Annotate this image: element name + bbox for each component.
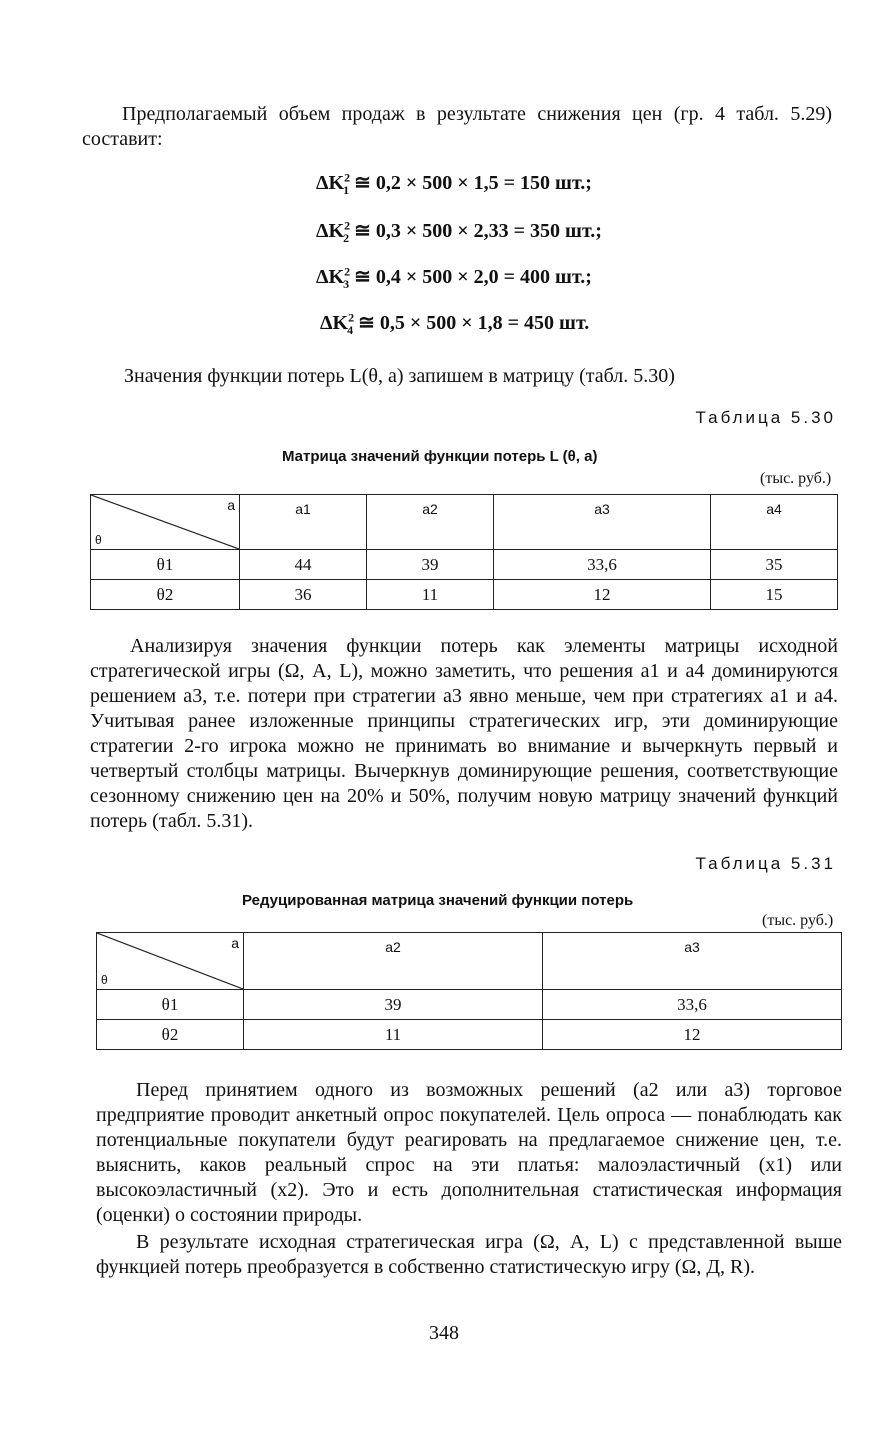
table1-title: Матрица значений функции потерь L (θ, a) [282, 448, 598, 465]
loss-intro: Значения функции потерь L(θ, a) запишем в матрицу (табл. 5.30) [124, 365, 675, 387]
result-paragraph: В результате исходная стратегическая игра (Ω, A, L) с представленной выше функцией потерь преобразуется в собственно статистическую игру (Ω, Д, R). [96, 1231, 842, 1278]
corner-theta: θ [101, 973, 108, 987]
table-cell: 33,6 [543, 990, 842, 1020]
formula-3: $\Delta K^2_3$ ≅ 0,4 × 500 × 2,0 = 400 шт.; [316, 264, 592, 291]
table-row [91, 550, 838, 580]
table-cell: 33,6 [494, 550, 711, 580]
table-cell: 12 [494, 580, 711, 610]
corner-a: a [231, 935, 239, 951]
table-cell: 11 [367, 580, 494, 610]
row-header: θ1 [91, 550, 240, 580]
row-header: θ2 [91, 580, 240, 610]
loss-matrix-table [90, 494, 838, 610]
row-header: θ2 [97, 1020, 244, 1050]
table-cell: 12 [543, 1020, 842, 1050]
table-row [97, 1020, 842, 1050]
table-cell: 39 [367, 550, 494, 580]
survey-paragraph: Перед принятием одного из возможных решений (a2 или a3) торговое предприятие проводит анкетный опрос покупателей. Цель опроса — понаблюдать как потенциальные покупатели будут реагировать на предлагаемое снижение цен, т.е. выяснить, каков реальный спрос на эти платья: малоэластичный (x1) или высокоэластичный (x2). Это и есть дополнительная статистическая информация (оценки) о состоянии природы. [96, 1079, 842, 1226]
table-cell: 39 [244, 990, 543, 1020]
formula-4: $\Delta K^2_4$ ≅ 0,5 × 500 × 1,8 = 450 шт. [320, 310, 590, 337]
col-header: a3 [543, 933, 842, 990]
table-cell: 11 [244, 1020, 543, 1050]
col-header: a2 [244, 933, 543, 990]
table2-title: Редуцированная матрица значений функции потерь [242, 892, 634, 909]
table2-units: (тыс. руб.) [762, 912, 834, 929]
reduced-matrix-table [96, 932, 842, 1050]
table-cell: 15 [710, 580, 837, 610]
corner-a: a [227, 497, 235, 513]
intro-paragraph: Предполагаемый объем продаж в результате снижения цен (гр. 4 табл. 5.29) составит: [82, 103, 832, 150]
row-header: θ1 [97, 990, 244, 1020]
col-header: a4 [710, 495, 837, 550]
corner-theta: θ [95, 533, 102, 547]
diagonal-line [91, 495, 239, 549]
table-cell: 35 [710, 550, 837, 580]
table-row [91, 580, 838, 610]
table-cell: 44 [240, 550, 367, 580]
col-header: a2 [367, 495, 494, 550]
table-cell: 36 [240, 580, 367, 610]
diagonal-line [97, 933, 243, 989]
col-header: a3 [494, 495, 711, 550]
table2-label: Таблица 5.31 [695, 854, 836, 873]
table-row [97, 990, 842, 1020]
table1-units: (тыс. руб.) [760, 470, 832, 487]
formula-1: $\Delta K^2_1$ ≅ 0,2 × 500 × 1,5 = 150 шт.; [316, 170, 592, 197]
col-header: a1 [240, 495, 367, 550]
formula-2: $\Delta K^2_2$ ≅ 0,3 × 500 × 2,33 = 350 шт.; [316, 218, 602, 245]
page-number: 348 [429, 1322, 459, 1344]
table1-label: Таблица 5.30 [695, 408, 836, 427]
analysis-paragraph: Анализируя значения функции потерь как элементы матрицы исходной стратегической игры (Ω, A, L), можно заметить, что решения a1 и a4 доминируются решением a3, т.е. потери при стратегии a3 явно меньше, чем при стратегиях a1 и a4. Учитывая ранее изложенные принципы стратегических игр, эти доминирующие стратегии 2-го игрока можно не принимать во внимание и вычеркнуть первый и четвертый столбцы матрицы. Вычеркнув доминирующие решения, соответствующие сезонному снижению цен на 20% и 50%, получим новую матрицу значений функций потерь (табл. 5.31). [90, 635, 838, 832]
